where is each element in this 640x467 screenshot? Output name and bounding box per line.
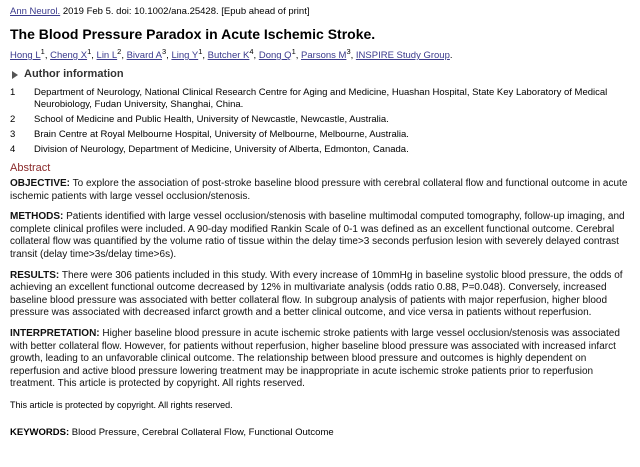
affiliation-row xyxy=(10,129,630,141)
copyright-note: This article is protected by copyright. All rights reserved. xyxy=(10,399,233,410)
methods-text: Patients identified with large vessel occlusion/stenosis with baseline multimodal computed tomography, follow-up imaging, and complete clinical profiles were included. A 90-day modified Rankin Scale of 0-1 was defined as an excellent functional outcome. Cerebral collateral flow was quantified by the volume ratio of tissue within the delay time>3 seconds perfusion lesion with severely delayed contrast transit (delay time>3s/delay time>6s). xyxy=(10,211,625,260)
affiliation-number: 1 xyxy=(10,87,16,98)
author-affiliation-sup: 1 xyxy=(87,46,92,56)
author-separator: , xyxy=(91,50,97,61)
abstract-heading: Abstract xyxy=(10,162,51,174)
citation-line xyxy=(10,6,630,18)
affiliation-number: 4 xyxy=(10,144,16,155)
author-affiliation-sup: 2 xyxy=(117,46,122,56)
interpretation-label: INTERPRETATION: xyxy=(10,327,100,339)
author-list-end: . xyxy=(449,50,453,61)
author-list xyxy=(10,46,630,62)
affiliation-text: Division of Neurology, Department of Medicine, University of Alberta, Edmonton, Canada. xyxy=(34,144,409,155)
methods-label: METHODS: xyxy=(10,211,64,223)
author-link[interactable]: Cheng X xyxy=(50,50,88,61)
article-title: The Blood Pressure Paradox in Acute Ischemic Stroke. xyxy=(10,26,376,42)
author-affiliation-sup: 4 xyxy=(249,46,254,56)
author-link[interactable]: Ling Y xyxy=(171,50,199,61)
results-text: There were 306 patients included in this study. With every increase of 10mmHg in baseline systolic blood pressure, the odds of achieving an excellent functional outcome decreased by 12% in multivariate analysis (odds ratio 0.88, P=0.048). Conversely, increased baseline blood pressure was associated with better collateral flow. In subgroup analysis of patients with major reperfusion, higher blood pressure was associated with decreased infarct growth and a better clinical outcome, and vice versa in patients without reperfusion. xyxy=(10,269,623,319)
affiliation-number: 3 xyxy=(10,129,16,140)
author-info-toggle[interactable] xyxy=(10,68,630,81)
abstract-objective xyxy=(10,178,630,203)
affiliation-row xyxy=(10,87,630,111)
author-separator: , xyxy=(121,50,127,61)
author-link[interactable]: Parsons M xyxy=(301,50,347,61)
keywords-label: KEYWORDS: xyxy=(10,426,70,438)
abstract-results xyxy=(10,270,630,320)
keywords-text: Blood Pressure, Cerebral Collateral Flow, Functional Outcome xyxy=(71,426,334,438)
triangle-right-icon xyxy=(12,71,18,79)
affiliation-row xyxy=(10,144,630,156)
author-affiliation-sup: 1 xyxy=(198,46,203,56)
author-separator: , xyxy=(295,50,302,61)
author-info-label: Author information xyxy=(24,68,124,80)
keywords-line xyxy=(10,427,630,439)
author-affiliation-sup: 1 xyxy=(40,46,45,56)
author-separator: , xyxy=(44,50,51,61)
author-separator: , xyxy=(166,50,172,61)
affiliation-row xyxy=(10,114,630,126)
affiliations-list xyxy=(10,87,630,156)
citation-details: 2019 Feb 5. doi: 10.1002/ana.25428. [Epub ahead of print] xyxy=(62,6,310,17)
author-affiliation-sup: 3 xyxy=(161,46,167,56)
author-separator: , xyxy=(253,50,259,61)
author-separator: , xyxy=(350,50,356,61)
author-affiliation-sup: 1 xyxy=(291,46,296,56)
author-link[interactable]: Hong L xyxy=(10,50,41,61)
affiliation-text: Brain Centre at Royal Melbourne Hospital, University of Melbourne, Melbourne, Australia. xyxy=(34,129,409,140)
objective-label: OBJECTIVE: xyxy=(10,178,71,189)
abstract-interpretation xyxy=(10,328,630,391)
author-affiliation-sup: 3 xyxy=(346,46,351,56)
author-link[interactable]: Butcher K xyxy=(207,50,250,61)
objective-text: To explore the association of post-stroke baseline blood pressure with cerebral collateral flow and functional outcome in acute ischemic patients with large vessel occlusion/stenosis. xyxy=(10,178,628,202)
interpretation-text: Higher baseline blood pressure in acute ischemic stroke patients with large vessel occlusion/stenosis was associated with better collateral flow. However, for patients without reperfusion, higher baseline blood pressure was associated with increased infarct growth, leading to an unfavorable clinical outcome. The relationship between blood pressure and outcomes is highly dependent on reperfusion and active blood pressure lowering treatment may be inappropriate in acute ischemic stroke patients prior to reperfusion treatment. This article is protected by copyright. All rights reserved. xyxy=(10,327,620,390)
results-label: RESULTS: xyxy=(10,269,60,281)
affiliation-number: 2 xyxy=(10,114,16,125)
author-link[interactable]: Lin L xyxy=(96,50,118,61)
abstract-methods xyxy=(10,211,630,261)
author-separator: , xyxy=(202,50,208,61)
journal-link[interactable]: Ann Neurol. xyxy=(10,6,61,17)
author-link[interactable]: Dong Q xyxy=(258,50,292,61)
affiliation-text: Department of Neurology, National Clinical Research Centre for Aging and Medicine, Huashan Hospital, State Key Laboratory of Medical Neurobiology, Fudan University, Shanghai, China. xyxy=(34,87,608,110)
author-link[interactable]: Bivard A xyxy=(126,50,162,61)
affiliation-text: School of Medicine and Public Health, University of Newcastle, Newcastle, Australia. xyxy=(34,114,389,125)
study-group-link[interactable]: INSPIRE Study Group xyxy=(355,50,450,61)
